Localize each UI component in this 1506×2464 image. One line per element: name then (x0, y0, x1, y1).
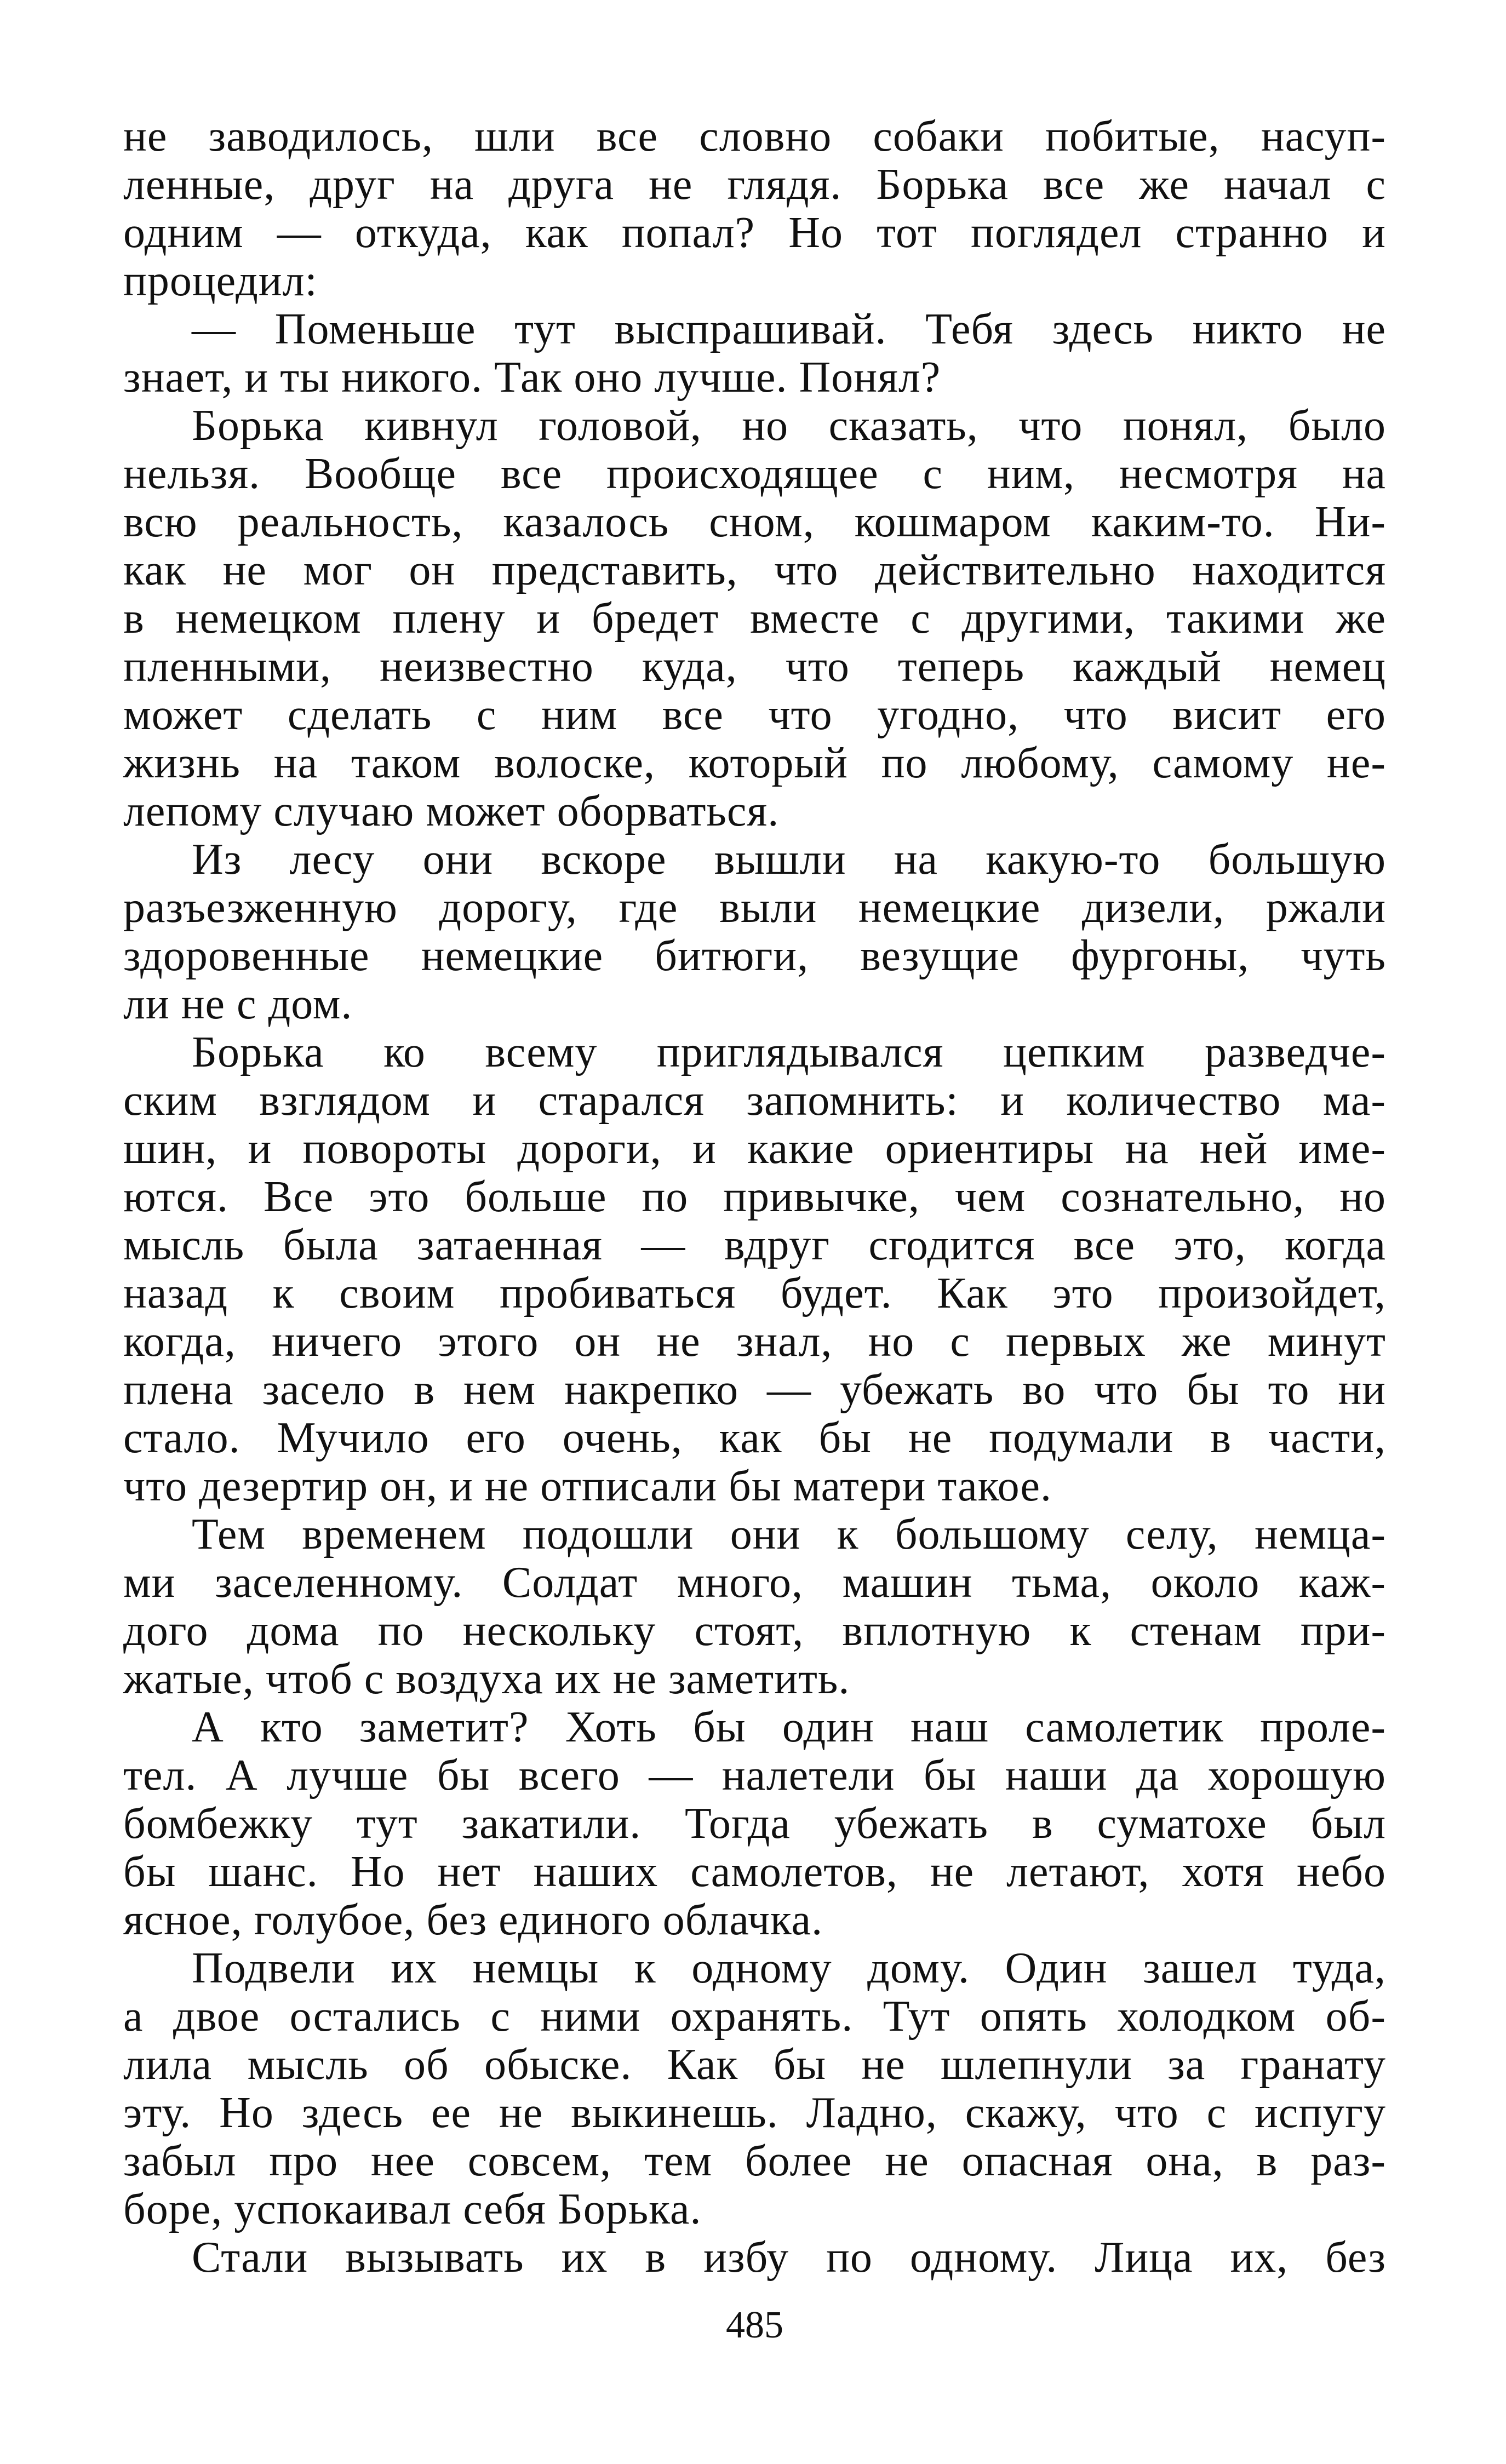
text-line: стало. Мучило его очень, как бы не подумали в части, (123, 1414, 1386, 1462)
text-line: мысль была затаенная — вдруг сгодится все это, когда (123, 1221, 1386, 1269)
text-line: забыл про нее совсем, тем более не опасная она, в раз- (123, 2137, 1386, 2185)
text-line: нельзя. Вообще все происходящее с ним, несмотря на (123, 450, 1386, 498)
text-line: А кто заметит? Хоть бы один наш самолетик проле- (192, 1703, 1386, 1751)
text-line: бы шанс. Но нет наших самолетов, не летают, хотя небо (123, 1848, 1386, 1896)
text-line: шин, и повороты дороги, и какие ориентиры на ней име- (123, 1125, 1386, 1173)
text-line: процедил: (123, 257, 318, 305)
text-line: жатые, чтоб с воздуха их не заметить. (123, 1655, 850, 1703)
text-line: бомбежку тут закатили. Тогда убежать в суматохе был (123, 1800, 1386, 1848)
text-line: ленные, друг на друга не глядя. Борька все же начал с (123, 161, 1386, 209)
page-number: 485 (726, 2304, 783, 2346)
text-line: всю реальность, казалось сном, кошмаром каким-то. Ни- (123, 498, 1386, 546)
text-line: в немецком плену и бредет вместе с другими, такими же (123, 594, 1386, 643)
text-line: Подвели их немцы к одному дому. Один зашел туда, (192, 1944, 1386, 1992)
text-line: ясное, голубое, без единого облачка. (123, 1896, 823, 1944)
text-line: плена засело в нем накрепко — убежать во что бы то ни (123, 1366, 1386, 1414)
text-line: жизнь на таком волоске, который по любому, самому не- (123, 739, 1386, 787)
text-line: боре, успокаивал себя Борька. (123, 2185, 702, 2233)
text-line: Из лесу они вскоре вышли на какую-то большую (192, 835, 1386, 884)
text-line: не заводилось, шли все словно собаки побитые, насуп- (123, 112, 1386, 161)
text-line: что дезертир он, и не отписали бы матери такое. (123, 1462, 1052, 1510)
text-line: — Поменьше тут выспрашивай. Тебя здесь никто не (192, 305, 1386, 353)
text-line: дого дома по нескольку стоят, вплотную к стенам при- (123, 1607, 1386, 1655)
body-text (123, 112, 1386, 2282)
text-line: когда, ничего этого он не знал, но с первых же минут (123, 1317, 1386, 1366)
text-line: здоровенные немецкие битюги, везущие фургоны, чуть (123, 932, 1386, 980)
text-line: пленными, неизвестно куда, что теперь каждый немец (123, 643, 1386, 691)
text-line: Борька ко всему приглядывался цепким разведче- (192, 1028, 1386, 1076)
text-line: а двое остались с ними охранять. Тут опять холодком об- (123, 1992, 1386, 2041)
text-line: ским взглядом и старался запомнить: и количество ма- (123, 1076, 1386, 1125)
text-line: Стали вызывать их в избу по одному. Лица их, без (192, 2233, 1386, 2282)
text-line: одним — откуда, как попал? Но тот поглядел странно и (123, 209, 1386, 257)
text-line: эту. Но здесь ее не выкинешь. Ладно, скажу, что с испугу (123, 2089, 1386, 2137)
text-line: разъезженную дорогу, где выли немецкие дизели, ржали (123, 884, 1386, 932)
text-line: как не мог он представить, что действительно находится (123, 546, 1386, 594)
text-line: лила мысль об обыске. Как бы не шлепнули за гранату (123, 2041, 1386, 2089)
text-line: ли не с дом. (123, 980, 353, 1028)
text-line: лепому случаю может оборваться. (123, 787, 780, 835)
text-line: ми заселенному. Солдат много, машин тьма, около каж- (123, 1558, 1386, 1607)
text-line: может сделать с ним все что угодно, что висит его (123, 691, 1386, 739)
text-line: Тем временем подошли они к большому селу, немца- (192, 1510, 1386, 1558)
book-page (123, 112, 1386, 2386)
text-line: назад к своим пробиваться будет. Как это произойдет, (123, 1269, 1386, 1317)
text-line: ются. Все это больше по привычке, чем сознательно, но (123, 1173, 1386, 1221)
text-line: Борька кивнул головой, но сказать, что понял, было (192, 402, 1386, 450)
text-line: тел. А лучше бы всего — налетели бы наши да хорошую (123, 1751, 1386, 1800)
text-line: знает, и ты никого. Так оно лучше. Понял? (123, 353, 941, 402)
